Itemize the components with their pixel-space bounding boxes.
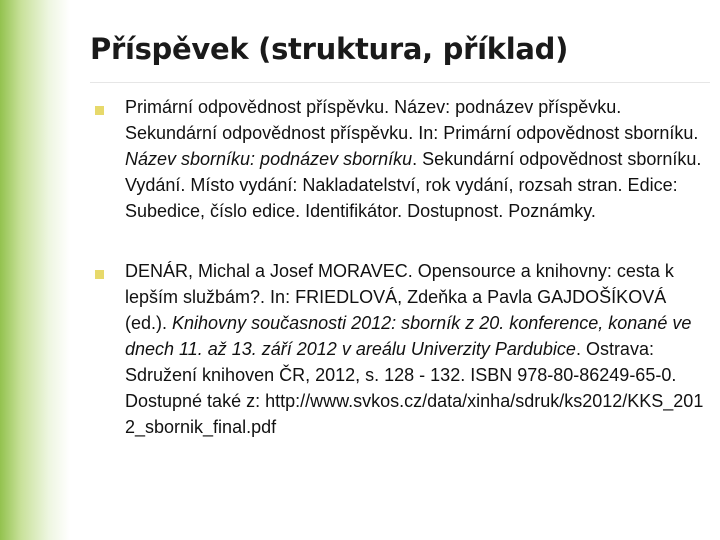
- square-bullet-icon: [95, 270, 104, 279]
- bullet-text: [125, 261, 703, 437]
- source-url: http://www.svkos.cz/data/xinha/sdruk/ks2012/KKS_2012_sbornik_final.pdf: [125, 391, 704, 437]
- slide-title: Příspěvek (struktura, příklad): [90, 32, 569, 66]
- bullet-text-segment-italic: Název sborníku: podnázev sborníku: [125, 149, 413, 169]
- bullet-text-segment: Primární odpovědnost příspěvku. Název: podnázev příspěvku. Sekundární odpovědnost příspěvku. In: Primární odpovědnost sborníku.: [125, 97, 699, 143]
- title-divider: [90, 82, 710, 83]
- bullet-example: [90, 258, 710, 440]
- bullet-text-segment: DENÁR, Michal a Josef MORAVEC. Opensource a knihovny: cesta k lepším službám?. In: FRIEDLOVÁ, Zdeňka a Pavla GAJDOŠÍKOVÁ (ed.).: [125, 261, 674, 333]
- bullet-text-segment-italic: Knihovny současnosti 2012: sborník z 20. konference, konané ve dnech 11. až 13. září 2012 v areálu Univerzity Pardubice: [125, 313, 692, 359]
- bullet-text-segment: . Sekundární odpovědnost sborníku. Vydání. Místo vydání: Nakladatelství, rok vydání, rozsah stran. Edice: Subedice, číslo edice. Identifikátor. Dostupnost. Poznámky.: [125, 149, 702, 221]
- left-gradient-bar: [0, 0, 70, 540]
- bullet-structure: [90, 94, 710, 224]
- bullet-list: [90, 94, 710, 474]
- square-bullet-icon: [95, 106, 104, 115]
- bullet-text-segment: . Ostrava: Sdružení knihoven ČR, 2012, s. 128 - 132. ISBN 978-80-86249-65-0. Dostupné také z:: [125, 339, 677, 411]
- bullet-text: [125, 97, 701, 221]
